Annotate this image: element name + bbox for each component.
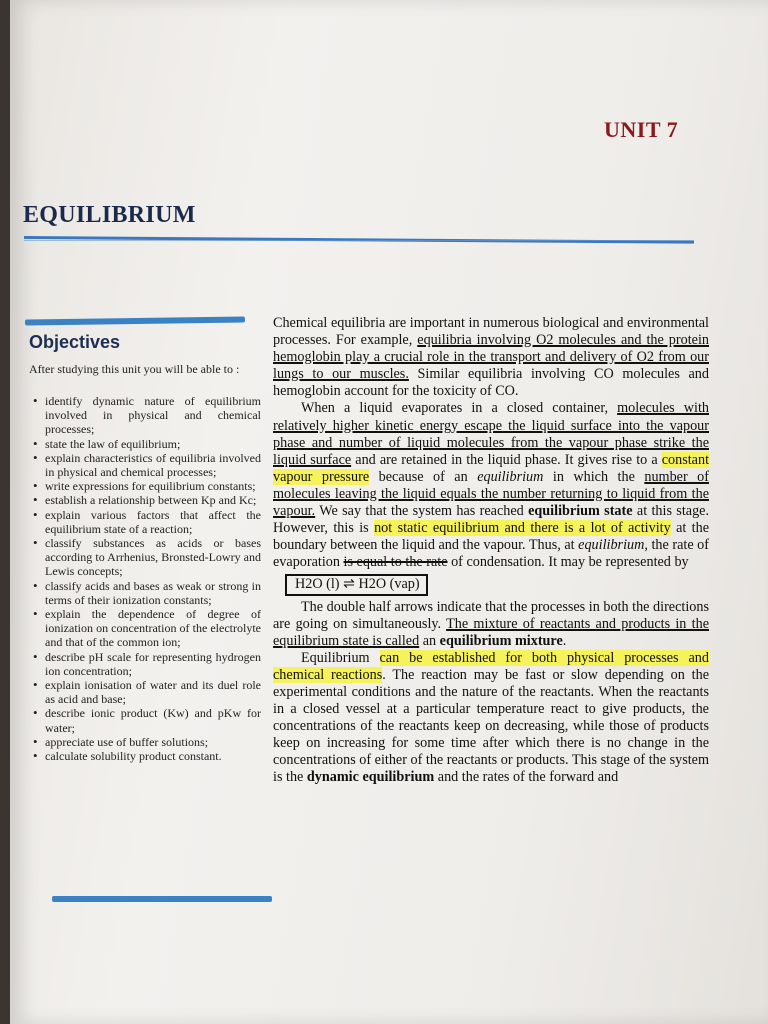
list-item: • establish a relationship between Kp and Kc; <box>33 493 261 507</box>
text-run: at this stage. However, this is <box>273 503 710 537</box>
text-run: of condensation. It may be represented by <box>447 554 689 571</box>
list-item: • explain ionisation of water and its duel role as acid and base; <box>33 678 261 706</box>
text-run: at the boundary between the liquid and the vapour. Thus, at <box>273 520 710 554</box>
list-item: • explain characteristics of equilibria involved in physical and chemical processes; <box>33 451 261 479</box>
highlighted-text: can be established for both physical processes and chemical reactions <box>273 649 709 683</box>
text-run: . <box>562 632 567 649</box>
underlined-text: number of molecules leaving the liquid equals the number returning to liquid from the vapour. <box>273 468 709 520</box>
chapter-title: EQUILIBRIUM <box>23 202 196 228</box>
text-run: Similar equilibria involving CO molecules and hemoglobin account for the toxicity of CO. <box>273 366 709 400</box>
text-run: The double half arrows indicate that the processes in both the directions are going on simultaneously. <box>273 598 709 632</box>
objectives-heading: Objectives <box>29 332 121 352</box>
list-item: • classify substances as acids or bases according to Arrhenius, Bronsted-Lowry and Lewis concepts; <box>33 536 261 579</box>
text-run: an <box>419 632 440 649</box>
paragraph-arrows <box>273 599 709 650</box>
paragraph-reactions <box>273 650 709 787</box>
list-item: • classify acids and bases as weak or strong in terms of their ionization constants; <box>33 579 261 607</box>
underlined-text: molecules with relatively higher kinetic energy escape the liquid surface into the vapour phase and number of liquid molecules from the vapour phase strike the liquid surface <box>273 400 709 468</box>
bold-text: equilibrium state <box>528 503 633 520</box>
paragraph-evaporation <box>273 400 709 571</box>
highlighted-text: constant vapour pressure <box>273 451 710 485</box>
sidebar-bottom-bar <box>52 896 272 902</box>
list-item: • calculate solubility product constant. <box>33 749 261 763</box>
textbook-page <box>10 0 768 1024</box>
text-run: and the rates of the forward and <box>434 769 619 786</box>
text-run: and are retained in the liquid phase. It gives rise to a <box>351 451 662 468</box>
title-divider-thin <box>24 240 694 241</box>
list-item: • describe ionic product (Kw) and pKw for water; <box>33 706 261 734</box>
list-item: • state the law of equilibrium; <box>33 437 261 451</box>
struck-text: is equal to the rate <box>343 554 448 571</box>
objectives-intro: After studying this unit you will be able to : <box>29 362 240 376</box>
text-run: When a liquid evaporates in a closed container, <box>301 400 618 417</box>
sidebar-top-bar <box>25 316 245 325</box>
list-item: • describe pH scale for representing hydrogen ion concentration; <box>33 650 261 678</box>
text-run: . The reaction may be fast or slow depending on the experimental conditions and the nature of the reactants. When the reactants in a closed vessel at a particular temperature react to give products, the concentrations of the reactants keep on decreasing, while those of products keep on increasing for some time after which there is no change in the concentrations of either of the reactants or products. This stage of the system is the <box>273 666 709 786</box>
underlined-text: equilibria involving O2 molecules and the protein hemoglobin play a crucial role in the transport and delivery of O2 from our lungs to our muscles. <box>273 332 709 383</box>
paragraph-intro <box>273 315 709 400</box>
text-run: in which the <box>543 468 645 485</box>
bold-text: equilibrium mixture <box>439 632 563 649</box>
text-run: the rate of evaporation <box>273 537 709 571</box>
text-run: We say that the system has reached <box>315 503 529 520</box>
italic-text: equilibrium <box>477 468 544 485</box>
list-item: • explain various factors that affect the equilibrium state of a reaction; <box>33 508 261 536</box>
text-run: Chemical equilibria are important in numerous biological and environmental processes. For example, <box>273 315 709 349</box>
text-run: Equilibrium <box>301 649 380 666</box>
bold-text: dynamic equilibrium <box>306 769 435 786</box>
list-item: • explain the dependence of degree of ionization on concentration of the electrolyte and that of the common ion; <box>33 607 261 650</box>
highlighted-text: not static equilibrium and there is a lot of activity <box>374 520 671 537</box>
list-item: • appreciate use of buffer solutions; <box>33 735 261 749</box>
list-item: • write expressions for equilibrium constants; <box>33 479 261 493</box>
objectives-sidebar <box>25 318 261 910</box>
main-text <box>273 315 709 787</box>
list-item: • identify dynamic nature of equilibrium involved in physical and chemical processes; <box>33 394 261 437</box>
equation-box: H2O (l) ⇌ H2O (vap) <box>285 574 428 595</box>
italic-text: equilibrium, <box>578 537 648 554</box>
unit-label: UNIT 7 <box>604 117 679 142</box>
text-run: because of an <box>369 468 478 485</box>
objectives-list <box>33 394 261 763</box>
underlined-text: The mixture of reactants and products in the equilibrium state is called <box>273 615 709 649</box>
